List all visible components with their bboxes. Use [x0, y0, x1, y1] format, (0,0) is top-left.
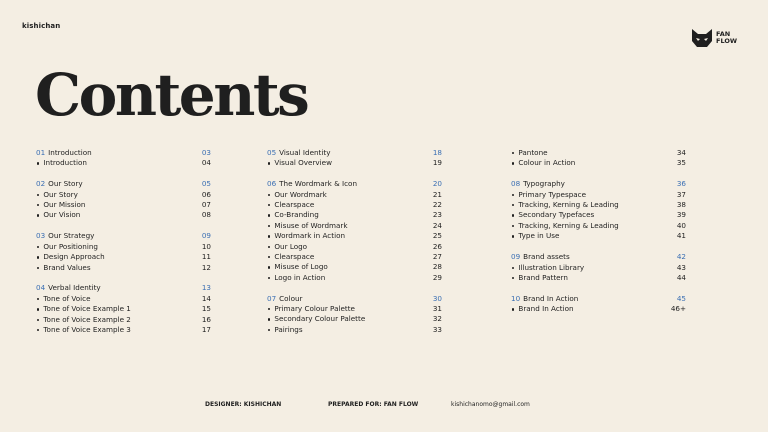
bullet-icon: [37, 319, 39, 321]
toc-item-label: Tone of Voice Example 3: [43, 324, 131, 334]
toc-section-heading[interactable]: [36, 283, 211, 293]
toc-section: [36, 148, 211, 169]
section-title: Our Story: [48, 179, 83, 189]
toc-item-page: 37: [676, 189, 686, 199]
toc-item[interactable]: [267, 304, 442, 314]
toc-item-label: Primary Colour Palette: [274, 304, 355, 314]
toc-section-heading[interactable]: [36, 231, 211, 241]
toc-item-page: 04: [201, 158, 211, 168]
contents-column-1: [36, 148, 211, 346]
bullet-icon: [512, 204, 514, 206]
toc-item[interactable]: [36, 304, 211, 314]
toc-section-heading[interactable]: [267, 179, 442, 189]
section-number: 02: [36, 179, 46, 189]
toc-section: [267, 294, 442, 336]
toc-item-page: 07: [201, 200, 211, 210]
toc-item-page: 06: [201, 189, 211, 199]
toc-section-heading[interactable]: [511, 179, 686, 189]
toc-item[interactable]: [36, 263, 211, 273]
toc-item-page: 27: [432, 252, 442, 262]
toc-item-page: 25: [432, 231, 442, 241]
toc-section: [511, 294, 686, 315]
section-title: Colour: [279, 293, 303, 303]
bullet-icon: [512, 308, 514, 310]
toc-item-label: Our Mission: [43, 200, 86, 210]
toc-item[interactable]: [511, 304, 686, 314]
toc-item[interactable]: [267, 252, 442, 262]
bullet-icon: [268, 318, 270, 320]
toc-item-label: Wordmark in Action: [274, 231, 346, 241]
toc-item[interactable]: [267, 210, 442, 220]
toc-item-label: Type in Use: [518, 231, 560, 241]
section-number: 06: [267, 179, 277, 189]
section-page: 03: [201, 148, 211, 157]
section-title: Introduction: [48, 148, 92, 157]
section-page: 20: [432, 179, 442, 189]
bullet-icon: [268, 329, 270, 331]
toc-item-page: 16: [201, 314, 211, 324]
cat-head-icon: [690, 27, 714, 49]
toc-item[interactable]: [267, 231, 442, 241]
bullet-icon: [37, 162, 39, 164]
section-page: 09: [201, 231, 211, 241]
toc-item-page: 08: [201, 210, 211, 220]
toc-item[interactable]: [36, 158, 211, 168]
toc-item-page: 19: [432, 158, 442, 168]
section-page: 30: [432, 293, 442, 303]
toc-item-label: Pantone: [518, 148, 548, 157]
bullet-icon: [268, 246, 270, 248]
toc-item-page: 34: [676, 148, 686, 157]
contents-column-2: [267, 148, 442, 346]
toc-item-label: Clearspace: [274, 200, 315, 210]
toc-item-label: Secondary Colour Palette: [274, 314, 366, 324]
toc-section-heading[interactable]: [36, 148, 211, 158]
logo-text-line2: FLOW: [716, 37, 738, 45]
toc-item-label: Pairings: [274, 324, 303, 334]
toc-item[interactable]: [36, 210, 211, 220]
toc-item-page: 33: [432, 324, 442, 334]
toc-item[interactable]: [267, 200, 442, 210]
toc-item-page: 39: [676, 210, 686, 220]
footer-email: kishichanomo@gmail.com: [451, 401, 530, 408]
bullet-icon: [512, 267, 514, 269]
section-page: 36: [676, 179, 686, 189]
toc-item-label: Logo in Action: [274, 272, 326, 282]
toc-item[interactable]: [511, 148, 686, 158]
section-number: 07: [267, 293, 277, 303]
bullet-icon: [268, 277, 270, 279]
toc-item[interactable]: [36, 294, 211, 304]
bullet-icon: [37, 329, 39, 331]
bullet-icon: [268, 162, 270, 164]
toc-section-heading[interactable]: [511, 294, 686, 304]
section-number: 08: [511, 179, 521, 189]
toc-item-page: 29: [432, 272, 442, 282]
toc-item[interactable]: [267, 242, 442, 252]
toc-section: [267, 148, 442, 169]
toc-item-page: 11: [201, 252, 211, 262]
bullet-icon: [268, 225, 270, 227]
toc-item[interactable]: [511, 231, 686, 241]
bullet-icon: [512, 225, 514, 227]
toc-item[interactable]: [511, 158, 686, 168]
bullet-icon: [512, 162, 514, 164]
toc-item[interactable]: [36, 325, 211, 335]
brand-name: kishichan: [22, 22, 61, 30]
toc-section: [36, 179, 211, 221]
bullet-icon: [37, 246, 39, 248]
toc-item-label: Misuse of Wordmark: [274, 220, 348, 230]
toc-item[interactable]: [511, 210, 686, 220]
bullet-icon: [37, 204, 39, 206]
toc-item-page: 41: [676, 231, 686, 241]
section-number: 05: [267, 148, 277, 157]
toc-item[interactable]: [267, 221, 442, 231]
toc-item-label: Colour in Action: [518, 158, 576, 168]
toc-item[interactable]: [267, 273, 442, 283]
section-title: Typography: [523, 179, 565, 189]
toc-item-page: 14: [201, 293, 211, 303]
logo-text-line1: FAN: [716, 30, 731, 38]
toc-item-label: Our Wordmark: [274, 189, 327, 199]
toc-item-page: 31: [432, 304, 442, 314]
bullet-icon: [268, 235, 270, 237]
toc-item-page: 46+: [670, 304, 686, 314]
bullet-icon: [37, 256, 39, 258]
toc-item-page: 44: [676, 272, 686, 282]
toc-item-label: Tone of Voice Example 1: [43, 304, 131, 314]
toc-item-label: Clearspace: [274, 252, 315, 262]
contents-column-3: [511, 148, 686, 325]
toc-item-page: 15: [201, 304, 211, 314]
toc-item-label: Introduction: [43, 158, 87, 168]
bullet-icon: [37, 267, 39, 269]
section-number: 03: [36, 231, 46, 241]
footer-designer: DESIGNER: KISHICHAN: [205, 401, 282, 408]
toc-item-page: 26: [432, 241, 442, 251]
toc-section-heading[interactable]: [36, 179, 211, 189]
toc-section: [511, 148, 686, 169]
section-number: 04: [36, 283, 46, 293]
toc-item-label: Visual Overview: [274, 158, 332, 168]
toc-section: [267, 179, 442, 283]
toc-section-heading[interactable]: [267, 294, 442, 304]
toc-item-label: Design Approach: [43, 252, 105, 262]
bullet-icon: [268, 194, 270, 196]
section-number: 01: [36, 148, 46, 157]
bullet-icon: [37, 214, 39, 216]
toc-item-page: 24: [432, 220, 442, 230]
bullet-icon: [512, 277, 514, 279]
toc-item-label: Illustration Library: [518, 262, 585, 272]
toc-item-label: Tracking, Kerning & Leading: [518, 220, 619, 230]
footer-prepared-for: PREPARED FOR: FAN FLOW: [328, 401, 419, 408]
toc-item-label: Co-Branding: [274, 210, 319, 220]
section-title: Brand assets: [523, 252, 570, 262]
section-number: 10: [511, 293, 521, 303]
toc-item[interactable]: [511, 200, 686, 210]
section-number: 09: [511, 252, 521, 262]
section-title: The Wordmark & Icon: [279, 179, 358, 189]
toc-item-page: 23: [432, 210, 442, 220]
toc-item-page: 10: [201, 241, 211, 251]
page-title: Contents: [35, 61, 308, 129]
toc-item[interactable]: [267, 190, 442, 200]
toc-item-page: 28: [432, 262, 442, 272]
bullet-icon: [37, 194, 39, 196]
bullet-icon: [512, 152, 514, 154]
toc-item[interactable]: [267, 262, 442, 272]
section-title: Visual Identity: [279, 148, 331, 157]
toc-item[interactable]: [511, 221, 686, 231]
toc-item[interactable]: [267, 158, 442, 168]
bullet-icon: [268, 214, 270, 216]
toc-item[interactable]: [267, 314, 442, 324]
toc-item-page: 32: [432, 314, 442, 324]
toc-item-label: Brand Pattern: [518, 272, 568, 282]
toc-item-label: Misuse of Logo: [274, 262, 328, 272]
toc-item[interactable]: [511, 273, 686, 283]
toc-item-label: Our Story: [43, 189, 78, 199]
toc-item[interactable]: [511, 263, 686, 273]
toc-item-page: 22: [432, 200, 442, 210]
section-title: Our Strategy: [48, 231, 95, 241]
toc-item-label: Our Positioning: [43, 241, 98, 251]
toc-item-label: Brand In Action: [518, 304, 574, 314]
section-page: 45: [676, 293, 686, 303]
bullet-icon: [37, 298, 39, 300]
toc-item[interactable]: [36, 242, 211, 252]
toc-item-page: 38: [676, 200, 686, 210]
toc-item[interactable]: [36, 190, 211, 200]
toc-item-page: 35: [676, 158, 686, 168]
toc-item-label: Primary Typespace: [518, 189, 587, 199]
toc-item[interactable]: [36, 315, 211, 325]
section-title: Brand In Action: [523, 293, 579, 303]
bullet-icon: [37, 308, 39, 310]
toc-item-label: Secondary Typefaces: [518, 210, 595, 220]
toc-item-page: 21: [432, 189, 442, 199]
toc-section: [511, 179, 686, 241]
toc-item-page: 43: [676, 262, 686, 272]
section-page: 42: [676, 252, 686, 262]
bullet-icon: [512, 194, 514, 196]
bullet-icon: [268, 256, 270, 258]
toc-item-label: Tone of Voice: [43, 293, 91, 303]
toc-section: [36, 231, 211, 273]
toc-item-label: Our Logo: [274, 241, 308, 251]
toc-item[interactable]: [267, 325, 442, 335]
toc-item[interactable]: [36, 200, 211, 210]
toc-item-label: Tone of Voice Example 2: [43, 314, 131, 324]
toc-item-page: 12: [201, 262, 211, 272]
toc-item-page: 17: [201, 324, 211, 334]
bullet-icon: [512, 214, 514, 216]
section-page: 18: [432, 148, 442, 157]
toc-section-heading[interactable]: [267, 148, 442, 158]
bullet-icon: [512, 235, 514, 237]
toc-item-label: Tracking, Kerning & Leading: [518, 200, 619, 210]
fan-flow-logo: [690, 27, 737, 49]
toc-item-page: 40: [676, 220, 686, 230]
toc-section-heading[interactable]: [511, 252, 686, 262]
section-page: 05: [201, 179, 211, 189]
bullet-icon: [268, 204, 270, 206]
toc-item-label: Our Vision: [43, 210, 81, 220]
bullet-icon: [268, 266, 270, 268]
bullet-icon: [268, 308, 270, 310]
toc-section: [511, 252, 686, 283]
section-title: Verbal Identity: [48, 283, 101, 293]
toc-item[interactable]: [511, 190, 686, 200]
section-page: 13: [201, 283, 211, 293]
toc-item[interactable]: [36, 252, 211, 262]
toc-item-label: Brand Values: [43, 262, 91, 272]
toc-section: [36, 283, 211, 335]
